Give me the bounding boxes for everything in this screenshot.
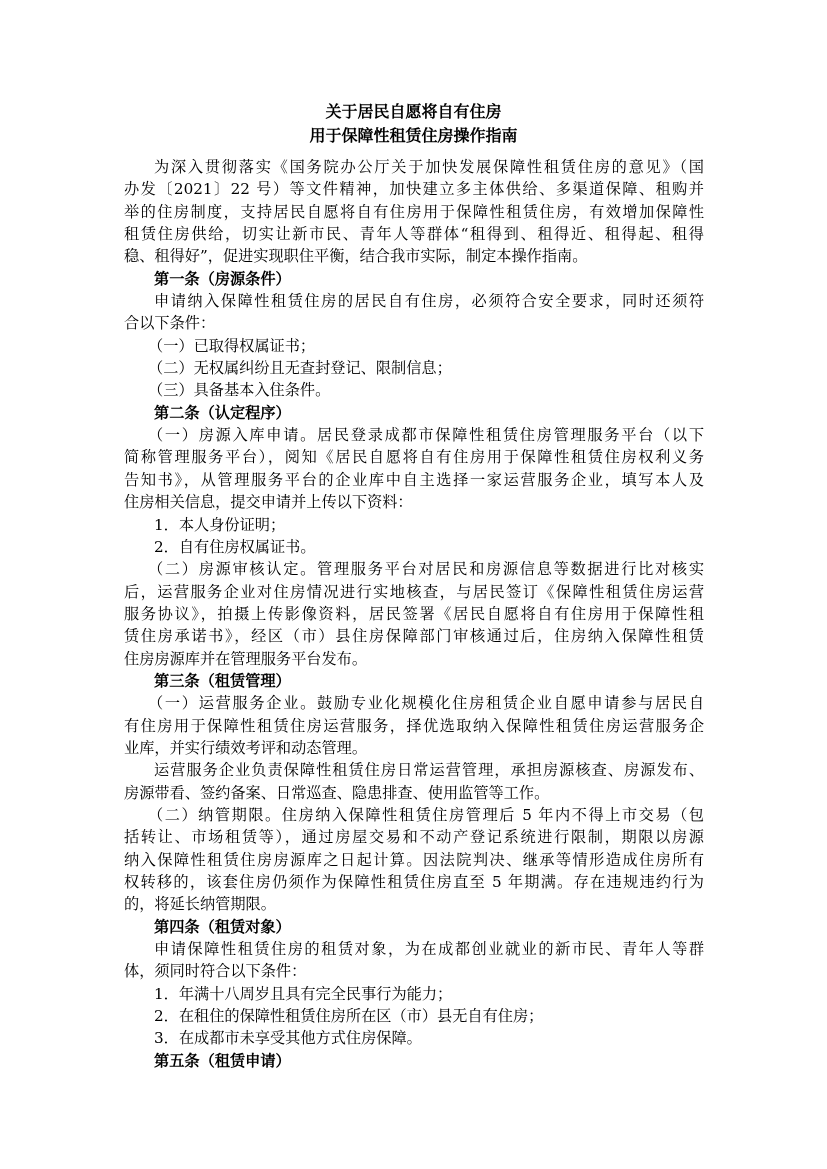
document-title-line-2: 用于保障性租赁住房操作指南 [309,126,518,145]
paragraph-line: 服务协议》，拍摄上传影像资料，居民签署《居民自愿将自有住房用于保障性租 [124,604,704,623]
list-item: （三）具备基本入住条件。 [148,381,331,400]
paragraph-line: 租赁住房供给，切实让新市民、青年人等群体“租得到、租得近、租得起、租得 [124,225,704,244]
list-item: 2．在租住的保障性租赁住房所在区（市）县无自有住房； [154,1007,544,1026]
paragraph-line: 申请纳入保障性租赁住房的居民自有住房，必须符合安全要求，同时还须符 [154,292,704,311]
paragraph-line: （一）运营服务企业。鼓励专业化规模化住房租赁企业自愿申请参与居民自 [148,694,704,713]
article-heading: 第五条（租赁申请） [154,1051,291,1070]
article-heading: 第二条（认定程序） [154,403,291,422]
list-item: （一）已取得权属证书； [148,336,316,355]
paragraph-line: 住房相关信息，提交申请并上传以下资料： [124,493,413,512]
paragraph-line: 为深入贯彻落实《国务院办公厅关于加快发展保障性租赁住房的意见》（国 [154,158,704,176]
paragraph-line: 括转让、市场租赁等），通过房屋交易和不动产登记系统进行限制，期限以房源 [124,828,704,847]
paragraph-line: 简称管理服务平台），阅知《居民自愿将自有住房用于保障性租赁住房权利义务 [124,448,704,467]
paragraph-line: 运营服务企业负责保障性租赁住房日常运营管理，承担房源核查、房源发布、 [154,761,704,780]
paragraph-line: （二）房源审核认定。管理服务平台对居民和房源信息等数据进行比对核实 [148,560,704,579]
paragraph-line: 业库，并实行绩效考评和动态管理。 [124,738,367,757]
paragraph-line: 申请保障性租赁住房的租赁对象，为在成都创业就业的新市民、青年人等群 [154,940,704,959]
paragraph-line: 纳入保障性租赁住房房源库之日起计算。因法院判决、继承等情形造成住房所有 [124,850,704,869]
paragraph-line: （二）纳管期限。住房纳入保障性租赁住房管理后 5 年内不得上市交易（包 [148,805,704,824]
document-title-line-1: 关于居民自愿将自有住房 [325,102,502,121]
paragraph-line: 赁住房承诺书》，经区（市）县住房保障部门审核通过后，住房纳入保障性租赁 [124,627,704,646]
paragraph-line: 权转移的，该套住房仍须作为保障性租赁住房直至 5 年期满。存在违规违约行为 [124,873,704,891]
article-heading: 第一条（房源条件） [154,269,291,288]
list-item: 2．自有住房权属证书。 [154,537,316,556]
list-item: 3．在成都市未享受其他方式住房保障。 [154,1029,422,1048]
article-heading: 第四条（租赁对象） [154,917,291,936]
paragraph-line: 体，须同时符合以下条件： [124,962,307,981]
article-heading: 第三条（租赁管理） [154,671,291,690]
paragraph-line: 的，将延长纳管期限。 [124,895,276,914]
list-item: （二）无权属纠纷且无查封登记、限制信息； [148,359,452,378]
paragraph-line: 房源带看、签约备案、日常巡查、隐患排查、使用监管等工作。 [124,783,550,802]
paragraph-line: 办发〔2021〕22 号）等文件精神，加快建立多主体供给、多渠道保障、租购并 [124,180,704,199]
paragraph-line: （一）房源入库申请。居民登录成都市保障性租赁住房管理服务平台（以下 [148,426,704,445]
paragraph-line: 告知书》，从管理服务平台的企业库中自主选择一家运营服务企业，填写本人及 [124,470,704,489]
document-body [124,156,704,1072]
paragraph-line: 合以下条件： [124,314,216,333]
paragraph-line: 举的住房制度，支持居民自愿将自有住房用于保障性租赁住房，有效增加保障性 [124,202,704,221]
list-item: 1．年满十八周岁且具有完全民事行为能力； [154,984,453,1003]
paragraph-line: 稳、租得好”，促进实现职住平衡，结合我市实际，制定本操作指南。 [124,247,588,266]
paragraph-line: 有住房用于保障性租赁住房运营服务，择优选取纳入保障性租赁住房运营服务企 [124,716,704,735]
paragraph-line: 后，运营服务企业对住房情况进行实地核查，与居民签订《保障性租赁住房运营 [124,582,704,601]
paragraph-line: 住房房源库并在管理服务平台发布。 [124,649,367,668]
list-item: 1．本人身份证明； [154,515,286,534]
